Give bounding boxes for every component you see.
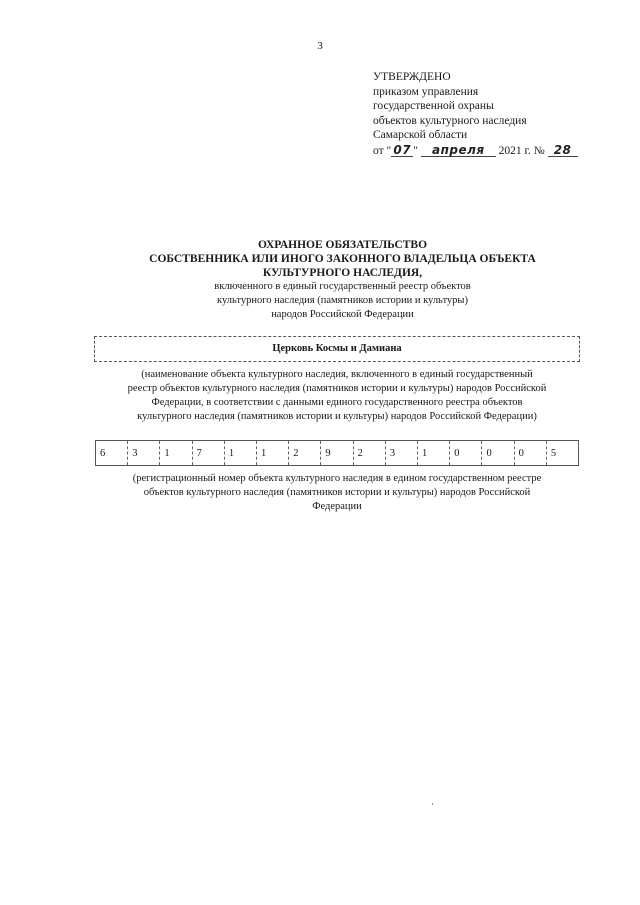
heading-line: ОХРАННОЕ ОБЯЗАТЕЛЬСТВО: [257, 239, 428, 251]
caption-line: объектов культурного наследия (памятников истории и культуры) народов Российской: [143, 487, 531, 498]
approval-line: объектов культурного наследия: [373, 114, 527, 127]
registration-number-row: [95, 440, 579, 466]
approval-title: УТВЕРЖДЕНО: [373, 71, 451, 83]
caption-line: Федерации: [312, 501, 362, 512]
object-name-caption: [94, 368, 580, 424]
handwritten-day: 07: [391, 144, 413, 157]
date-prefix: от ": [373, 144, 392, 157]
heading-line: КУЛЬТУРНОГО НАСЛЕДИЯ,: [262, 267, 423, 279]
registration-digit-cell: 9: [321, 441, 353, 465]
registration-digit-cell: 2: [289, 441, 321, 465]
registration-digit-cell: 3: [386, 441, 418, 465]
caption-line: реестр объектов культурного наследия (памятников истории и культуры) народов Российской: [127, 383, 547, 394]
registration-digit-cell: 7: [193, 441, 225, 465]
object-name-field: Церковь Космы и Дамиана: [94, 336, 580, 362]
heading-subline: включенного в единый государственный реестр объектов: [214, 281, 471, 292]
registration-digit-cell: 1: [225, 441, 257, 465]
registration-number-caption: [95, 472, 579, 514]
approval-block: [373, 70, 613, 158]
registration-digit-cell: 1: [418, 441, 450, 465]
registration-digit-cell: 0: [482, 441, 514, 465]
registration-digit-cell: 0: [450, 441, 482, 465]
heading-line: СОБСТВЕННИКА ИЛИ ИНОГО ЗАКОННОГО ВЛАДЕЛЬЦА ОБЪЕКТА: [149, 253, 536, 265]
registration-digit-cell: 0: [515, 441, 547, 465]
date-year: 2021 г. №: [498, 144, 545, 157]
approval-line: приказом управления: [373, 85, 479, 98]
caption-line: Федерации, в соответствии с данными единого государственного реестра объектов: [151, 397, 523, 408]
registration-digit-cell: 6: [96, 441, 128, 465]
approval-date: [373, 144, 613, 159]
approval-line: Самарской области: [373, 129, 468, 141]
registration-digit-cell: 1: [257, 441, 289, 465]
heading-subline: народов Российской Федерации: [271, 309, 414, 320]
scan-speck: [432, 803, 433, 805]
registration-digit-cell: 2: [354, 441, 386, 465]
caption-line: (наименование объекта культурного наследия, включенного в единый государственный: [141, 369, 533, 380]
registration-digit-cell: 5: [550, 448, 557, 459]
handwritten-month: апреля: [421, 144, 496, 157]
heading-subline: культурного наследия (памятников истории и культуры): [217, 295, 468, 306]
date-quote: ": [413, 144, 418, 157]
handwritten-order-number: 28: [548, 144, 578, 157]
approval-line: государственной охраны: [373, 100, 494, 112]
document-heading: [95, 238, 590, 322]
registration-digit-cell: 3: [128, 441, 160, 465]
caption-line: (регистрационный номер объекта культурного наследия в едином государственном реестре: [132, 473, 542, 484]
page-number: 3: [317, 40, 323, 52]
registration-digit-cell: 1: [160, 441, 192, 465]
caption-line: культурного наследия (памятников истории и культуры) народов Российской Федерации): [137, 411, 537, 422]
